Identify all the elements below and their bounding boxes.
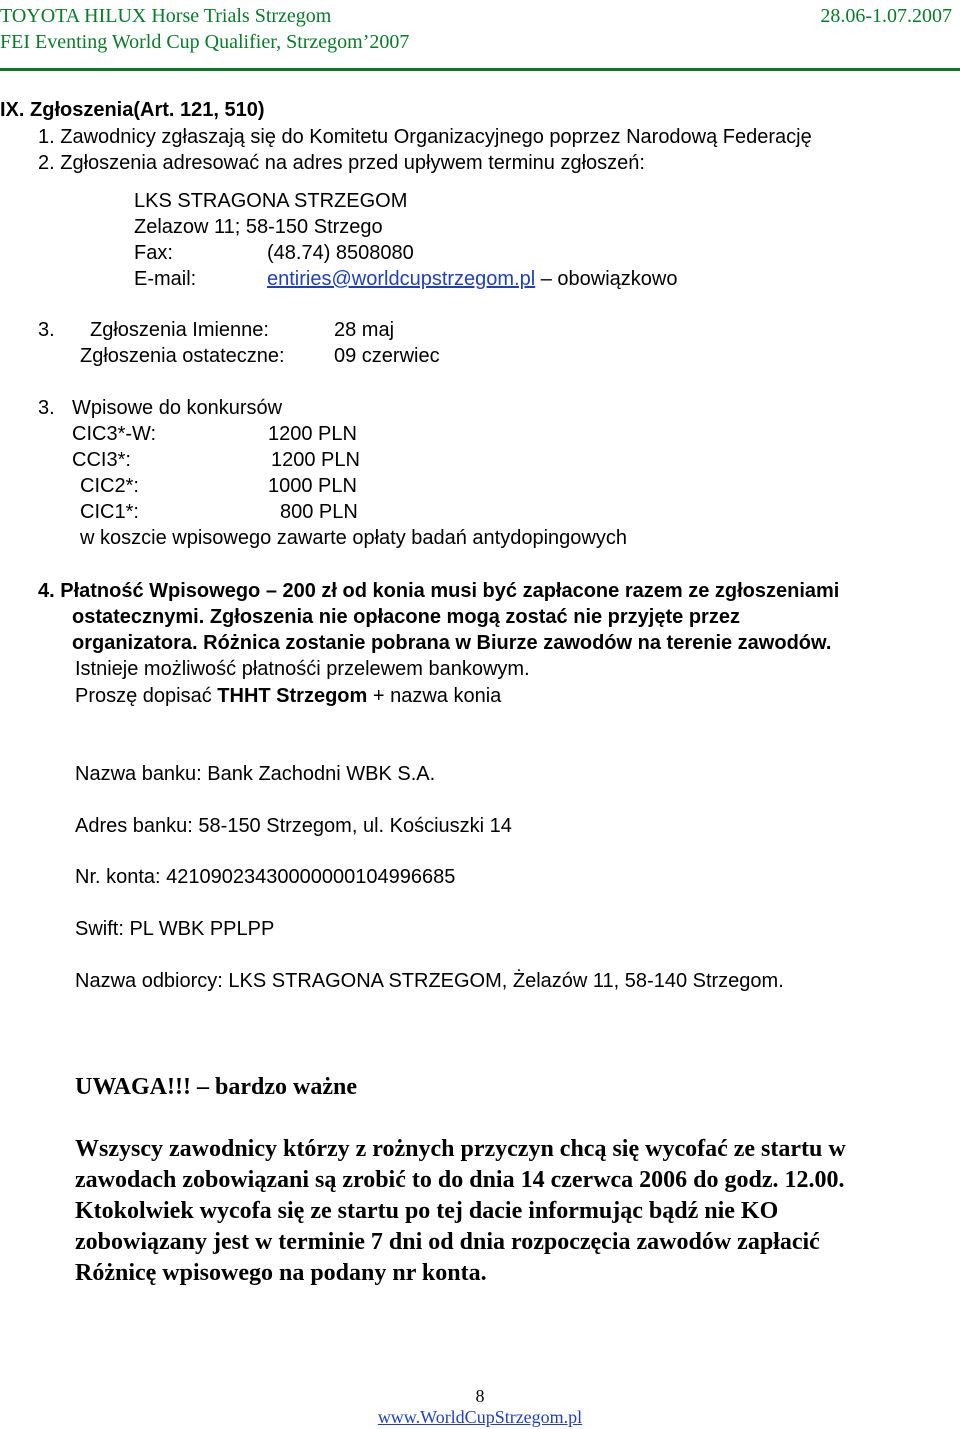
page-number: 8 <box>475 1386 485 1406</box>
notice-line: zawodach zobowiązani są zrobić to do dnia 14 czerwca 2006 do godz. 12.00. <box>75 1167 845 1193</box>
fee-value: 800 PLN <box>280 501 358 523</box>
payment-line-5-bold: THHT Strzegom <box>217 685 368 707</box>
email-note: – obowiązkowo <box>535 268 678 290</box>
fees-note: w koszcie wpisowego zawarte opłaty badań antydopingowych <box>80 527 627 549</box>
email-row <box>267 267 678 291</box>
final-entries-label: Zgłoszenia ostateczne: <box>80 345 285 367</box>
header-subtitle: FEI Eventing World Cup Qualifier, Strzegom’2007 <box>0 31 410 53</box>
payment-line-2: ostatecznymi. Zgłoszenia nie opłacone mogą zostać nie przyjęte przez <box>72 606 740 628</box>
payment-line-5-pre: Proszę dopisać <box>75 685 218 707</box>
item-1: 1. Zawodnicy zgłaszają się do Komitetu Organizacyjnego poprzez Narodową Federację <box>38 126 812 148</box>
bank-name: Nazwa banku: Bank Zachodni WBK S.A. <box>75 763 436 785</box>
header-date: 28.06-1.07.2007 <box>820 5 952 27</box>
notice-line: Ktokolwiek wycofa się ze startu po tej dacie informując bądź nie KO <box>75 1198 779 1224</box>
fee-label: CCI3*: <box>72 449 131 471</box>
payment-line-1: 4. Płatność Wpisowego – 200 zł od konia musi być zapłacone razem ze zgłoszeniami <box>38 580 840 602</box>
notice-title: UWAGA!!! – bardzo ważne <box>75 1074 357 1100</box>
payment-line-5 <box>75 684 501 708</box>
email-label: E-mail: <box>134 268 197 290</box>
fee-label: CIC3*-W: <box>72 423 157 445</box>
fee-label: CIC2*: <box>80 475 139 497</box>
payment-line-4: Istnieje możliwość płatnośći przelewem bankowym. <box>75 658 530 680</box>
bank-account: Nr. konta: 42109023430000000104996685 <box>75 866 456 888</box>
payment-line-3: organizatora. Różnica zostanie pobrana w Biurze zawodów na terenie zawodów. <box>72 632 832 654</box>
section-heading: IX. Zgłoszenia(Art. 121, 510) <box>0 99 265 121</box>
email-link[interactable]: entiries@worldcupstrzegom.pl <box>267 268 536 290</box>
header-title: TOYOTA HILUX Horse Trials Strzegom <box>0 5 332 27</box>
notice-line: zobowiązany jest w terminie 7 dni od dnia rozpoczęcia zawodów zapłacić <box>75 1229 820 1255</box>
fax-value: (48.74) 8508080 <box>267 242 414 264</box>
fee-value: 1200 PLN <box>271 449 360 471</box>
notice-line: Różnicę wpisowego na podany nr konta. <box>75 1260 487 1286</box>
bank-recipient: Nazwa odbiorcy: LKS STRAGONA STRZEGOM, Żelazów 11, 58-140 Strzegom. <box>75 970 784 992</box>
named-entries-label: Zgłoszenia Imienne: <box>90 319 269 341</box>
header-divider <box>0 68 960 71</box>
final-entries-date: 09 czerwiec <box>334 345 440 367</box>
footer-url <box>0 1407 960 1427</box>
footer-link[interactable]: www.WorldCupStrzegom.pl <box>377 1407 583 1427</box>
fees-number: 3. <box>38 397 55 419</box>
fax-label: Fax: <box>134 242 173 264</box>
item-2: 2. Zgłoszenia adresować na adres przed upływem terminu zgłoszeń: <box>38 152 645 174</box>
address-org: LKS STRAGONA STRZEGOM <box>134 190 408 212</box>
notice-line: Wszyscy zawodnicy którzy z rożnych przyczyn chcą się wycofać ze startu w <box>75 1136 846 1162</box>
bank-swift: Swift: PL WBK PPLPP <box>75 918 275 940</box>
payment-line-5-post: + nazwa konia <box>367 685 502 707</box>
fees-title: Wpisowe do konkursów <box>72 397 283 419</box>
item-3-number: 3. <box>38 319 55 341</box>
fee-value: 1000 PLN <box>268 475 357 497</box>
address-street: Zelazow 11; 58-150 Strzego <box>134 216 383 238</box>
fee-value: 1200 PLN <box>268 423 357 445</box>
bank-address: Adres banku: 58-150 Strzegom, ul. Kościuszki 14 <box>75 815 512 837</box>
fee-label: CIC1*: <box>80 501 139 523</box>
named-entries-date: 28 maj <box>334 319 395 341</box>
